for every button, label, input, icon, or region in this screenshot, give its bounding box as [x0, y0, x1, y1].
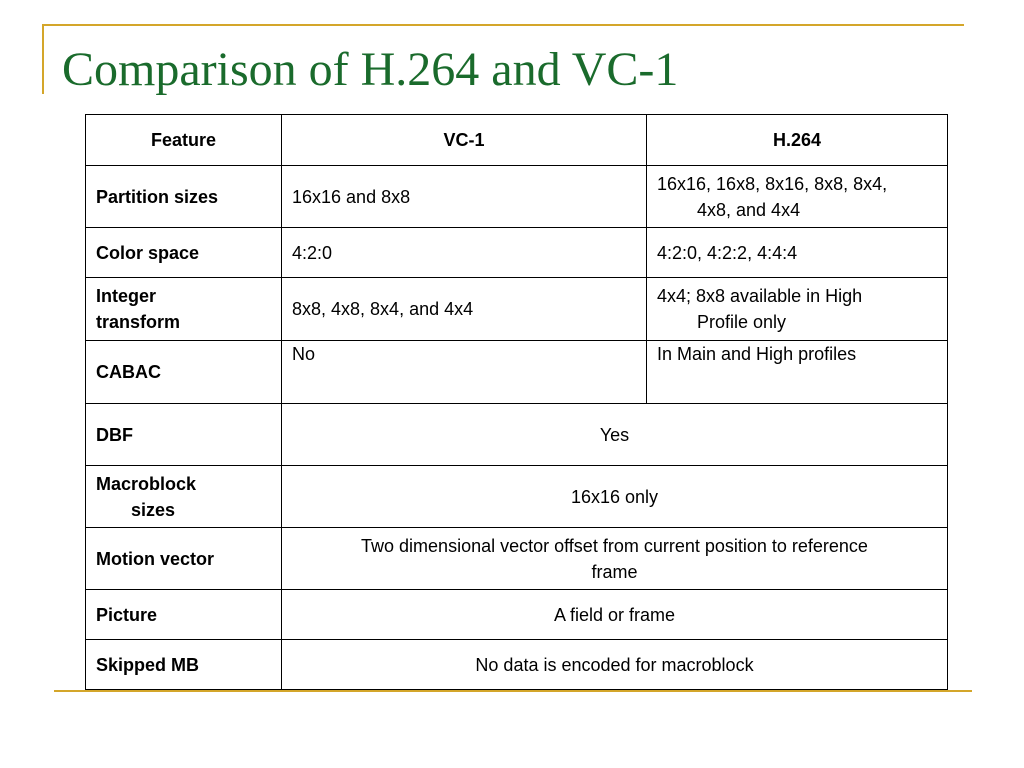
table-row	[86, 341, 948, 404]
vc1-cell: 4:2:0	[282, 228, 647, 278]
h264-cell-line: 4x8, and 4x4	[697, 199, 801, 220]
h264-cell-line: 4x4; 8x8 available in High	[657, 286, 863, 306]
feature-cell	[86, 278, 282, 341]
h264-cell-line: Profile only	[697, 312, 787, 332]
accent-line-left	[42, 24, 44, 94]
table-row	[86, 404, 948, 466]
h264-cell	[647, 278, 948, 341]
merged-value-cell: Yes	[282, 404, 948, 466]
feature-cell: Picture	[86, 590, 282, 640]
merged-value-cell: No data is encoded for macroblock	[282, 640, 948, 690]
feature-cell-line: Integer	[96, 286, 157, 306]
slide-title: Comparison of H.264 and VC-1	[62, 43, 679, 96]
table-row	[86, 278, 948, 341]
merged-value-line: Two dimensional vector offset from current position to reference	[361, 535, 868, 556]
feature-cell: Motion vector	[86, 528, 282, 590]
table-row	[86, 590, 948, 640]
header-h264: H.264	[647, 115, 948, 166]
table-row	[86, 466, 948, 528]
accent-line-top	[42, 24, 964, 26]
table-header-row	[86, 115, 948, 166]
feature-cell: DBF	[86, 404, 282, 466]
feature-cell-line: Macroblock	[96, 473, 197, 494]
vc1-cell: No	[282, 341, 647, 404]
table-row	[86, 640, 948, 690]
merged-value-cell: 16x16 only	[282, 466, 948, 528]
table-row	[86, 528, 948, 590]
feature-cell: Color space	[86, 228, 282, 278]
table-row	[86, 166, 948, 228]
vc1-cell: 16x16 and 8x8	[282, 166, 647, 228]
feature-cell-line: sizes	[131, 499, 176, 520]
h264-cell-line: 16x16, 16x8, 8x16, 8x8, 8x4,	[657, 173, 888, 194]
h264-cell	[647, 166, 948, 228]
accent-line-bottom	[54, 690, 972, 692]
feature-cell: CABAC	[86, 341, 282, 404]
vc1-cell: 8x8, 4x8, 8x4, and 4x4	[282, 278, 647, 341]
feature-cell	[86, 466, 282, 528]
h264-cell: In Main and High profiles	[647, 341, 948, 404]
feature-cell-line: transform	[96, 312, 181, 332]
merged-value-cell: A field or frame	[282, 590, 948, 640]
table-row	[86, 228, 948, 278]
feature-cell: Skipped MB	[86, 640, 282, 690]
merged-value-cell	[282, 528, 948, 590]
header-vc1: VC-1	[282, 115, 647, 166]
h264-cell: 4:2:0, 4:2:2, 4:4:4	[647, 228, 948, 278]
header-feature: Feature	[86, 115, 282, 166]
feature-cell: Partition sizes	[86, 166, 282, 228]
comparison-table	[85, 114, 948, 690]
merged-value-line: frame	[591, 561, 638, 582]
